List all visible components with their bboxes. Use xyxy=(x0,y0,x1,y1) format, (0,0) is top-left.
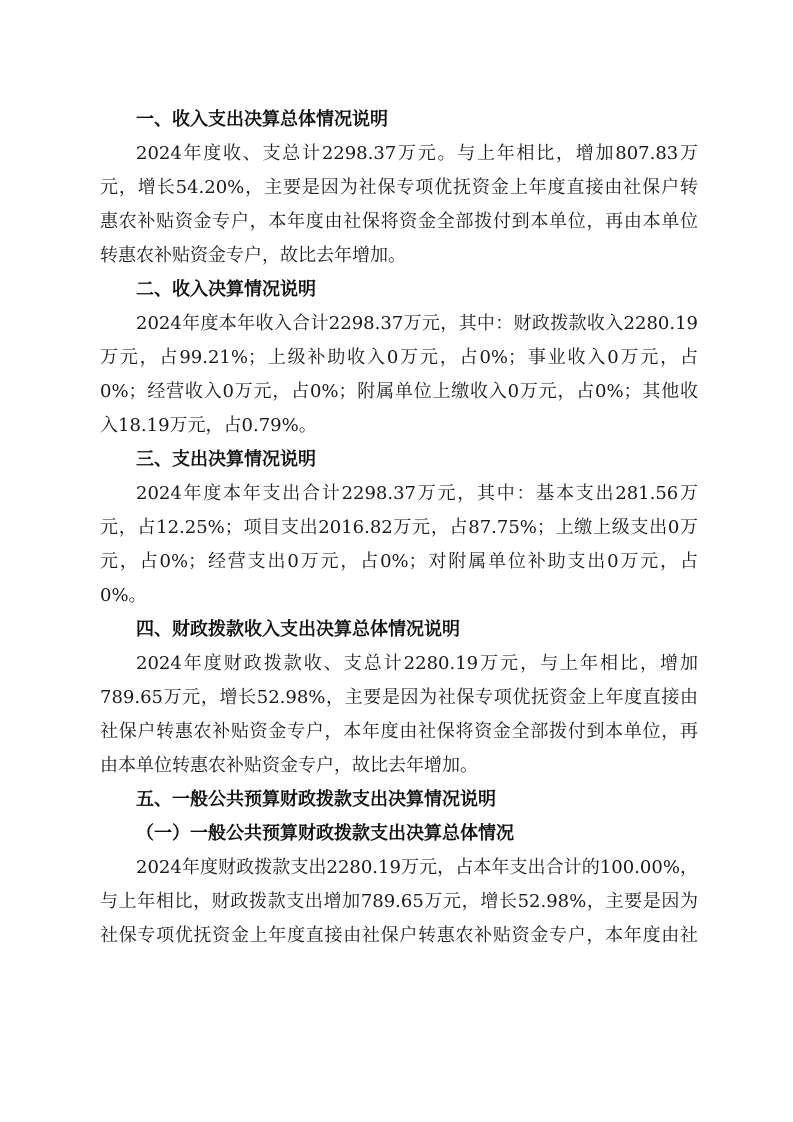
section-subheading-5-1: （一）一般公共预算财政拨款支出决算总体情况 xyxy=(136,823,514,844)
section-heading-1: 一、收入支出决算总体情况说明 xyxy=(136,109,388,130)
paragraph-line: 社保专项优抚资金上年度直接由社保户转惠农补贴资金专户，本年度由社 xyxy=(100,925,698,946)
paragraph-line: 2024年度财政拨款收、支总计2280.19万元，与上年相比，增加 xyxy=(136,653,698,674)
paragraph-line: 社保户转惠农补贴资金专户，本年度由社保将资金全部拨付到本单位，再 xyxy=(100,721,698,742)
section-heading-3: 三、支出决算情况说明 xyxy=(136,449,316,470)
document-body xyxy=(100,103,698,953)
paragraph-line: 2024年度本年支出合计2298.37万元，其中：基本支出281.56万 xyxy=(136,483,698,504)
paragraph-line: 0%。 xyxy=(100,585,147,606)
paragraph-line: 元，占12.25%；项目支出2016.82万元，占87.75%；上缴上级支出0万 xyxy=(100,517,698,538)
paragraph-line: 元，增长54.20%，主要是因为社保专项优抚资金上年度直接由社保户转 xyxy=(100,177,698,198)
paragraph-line: 入18.19万元，占0.79%。 xyxy=(100,415,317,436)
section-heading-5: 五、一般公共预算财政拨款支出决算情况说明 xyxy=(136,789,496,810)
paragraph-line: 789.65万元，增长52.98%，主要是因为社保专项优抚资金上年度直接由 xyxy=(100,687,698,708)
paragraph-line: 惠农补贴资金专户，本年度由社保将资金全部拨付到本单位，再由本单位 xyxy=(100,211,698,232)
paragraph-line: 0%；经营收入0万元，占0%；附属单位上缴收入0万元，占0%；其他收 xyxy=(100,381,698,402)
section-heading-2: 二、收入决算情况说明 xyxy=(136,279,316,300)
paragraph-line: 2024年度本年收入合计2298.37万元，其中：财政拨款收入2280.19 xyxy=(136,313,698,334)
paragraph-line: 2024年度收、支总计2298.37万元。与上年相比，增加807.83万 xyxy=(136,143,698,164)
paragraph-line: 与上年相比，财政拨款支出增加789.65万元，增长52.98%，主要是因为 xyxy=(100,891,698,912)
paragraph-line: 万元，占99.21%；上级补助收入0万元，占0%；事业收入0万元，占 xyxy=(100,347,698,368)
paragraph-line: 转惠农补贴资金专户，故比去年增加。 xyxy=(100,245,406,266)
paragraph-line: 元，占0%；经营支出0万元，占0%；对附属单位补助支出0万元，占 xyxy=(100,551,698,572)
section-heading-4: 四、财政拨款收入支出决算总体情况说明 xyxy=(136,619,460,640)
paragraph-line: 2024年度财政拨款支出2280.19万元，占本年支出合计的100.00%， xyxy=(136,857,698,878)
paragraph-line: 由本单位转惠农补贴资金专户，故比去年增加。 xyxy=(100,755,478,776)
